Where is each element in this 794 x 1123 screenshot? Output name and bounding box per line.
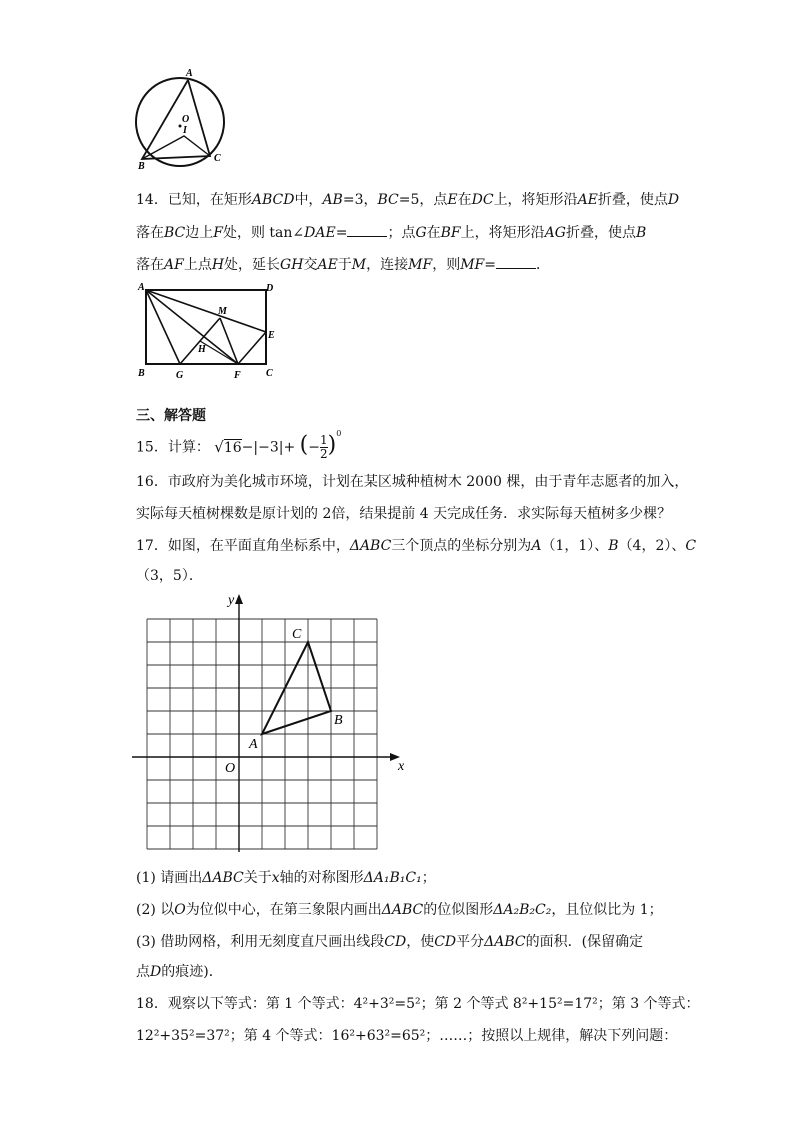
q17-line2: （3，5）． [136,568,203,584]
answer-blank-1[interactable] [347,222,387,237]
q14-line2: 落在BC边上F处，则 tan∠DAE= ；点G在BF上，将矩形沿AG折叠，使点B [136,222,646,243]
label-o: O [182,114,190,125]
label-a: A [186,68,193,79]
origin-label: O [225,761,236,776]
label-a: A [249,737,258,752]
q17-part3-cont: 点D的痕迹)． [136,964,223,980]
label-d: D [266,283,274,294]
circumcircle [136,78,224,166]
q14-line3: 落在AF上点H处，延长GH交AE于M，连接MF，则MF= ． [136,254,550,275]
q18-line1: 18．观察以下等式：第 1 个等式：4²+3²=5²；第 2 个等式 8²+15²=17²；第 3 个等式： [136,996,700,1012]
q17-line1: 17．如图，在平面直角坐标系中，ΔABC三个顶点的坐标分别为A（1，1）、B（4，2）、C [136,538,697,554]
answer-blank-2[interactable] [496,254,536,269]
q16-line1: 16．市政府为美化城市环境，计划在某区城种植树木 2000 棵，由于青年志愿者的加入， [136,474,689,490]
circle-triangle-figure [130,64,240,174]
line-ag [146,290,180,364]
label-f: F [234,370,241,381]
label-c: C [214,153,221,164]
label-c: C [292,627,302,642]
label-i: I [183,125,187,136]
section-heading: 三、解答题 [136,408,206,424]
label-a: A [138,282,145,293]
y-axis-arrow [235,594,243,604]
q14-line1: 14．已知，在矩形ABCD中，AB=3，BC=5，点E在DC上，将矩形沿AE折叠，使点D [136,192,680,208]
q15-line: 15．计算： √16−|−3|+ (− $\frac{1}{2}$ )$^0$ [136,429,342,462]
label-g: G [176,370,184,381]
q17-part1: (1) 请画出ΔABC关于x轴的对称图形ΔA₁B₁C₁； [136,870,436,886]
triangle-abc [142,80,210,159]
label-h: H [198,344,206,355]
label-m: M [218,306,227,317]
label-b: B [138,161,145,172]
coordinate-grid-figure [126,590,416,860]
power-expression: (− $\frac{1}{2}$ )$^0$ [299,429,342,462]
label-c: C [266,368,273,379]
q16-line2: 实际每天植树棵数是原计划的 2倍，结果提前 4 天完成任务．求实际每天植树多少棵？ [136,506,672,522]
q18-line2: 12²+35²=37²；第 4 个等式：16²+63²=65²；……；按照以上规律，解决下列问题： [136,1028,678,1044]
sqrt-expression: √16 [214,437,242,456]
label-b: B [334,713,343,728]
rectangle-fold-figure [132,280,282,382]
x-axis-label: x [398,759,405,774]
q17-part2: (2) 以O为位似中心，在第三象限内画出ΔABC的位似图形ΔA₂B₂C₂，且位似比为 1； [136,902,663,918]
line-ef [238,332,266,364]
y-axis-label: y [228,593,235,608]
label-b: B [138,368,145,379]
q17-part3: (3) 借助网格，利用无刻度直尺画出线段CD，使CD平分ΔABC的面积．(保留确定 [136,934,644,950]
line-ae [146,290,266,332]
label-e: E [268,330,275,341]
